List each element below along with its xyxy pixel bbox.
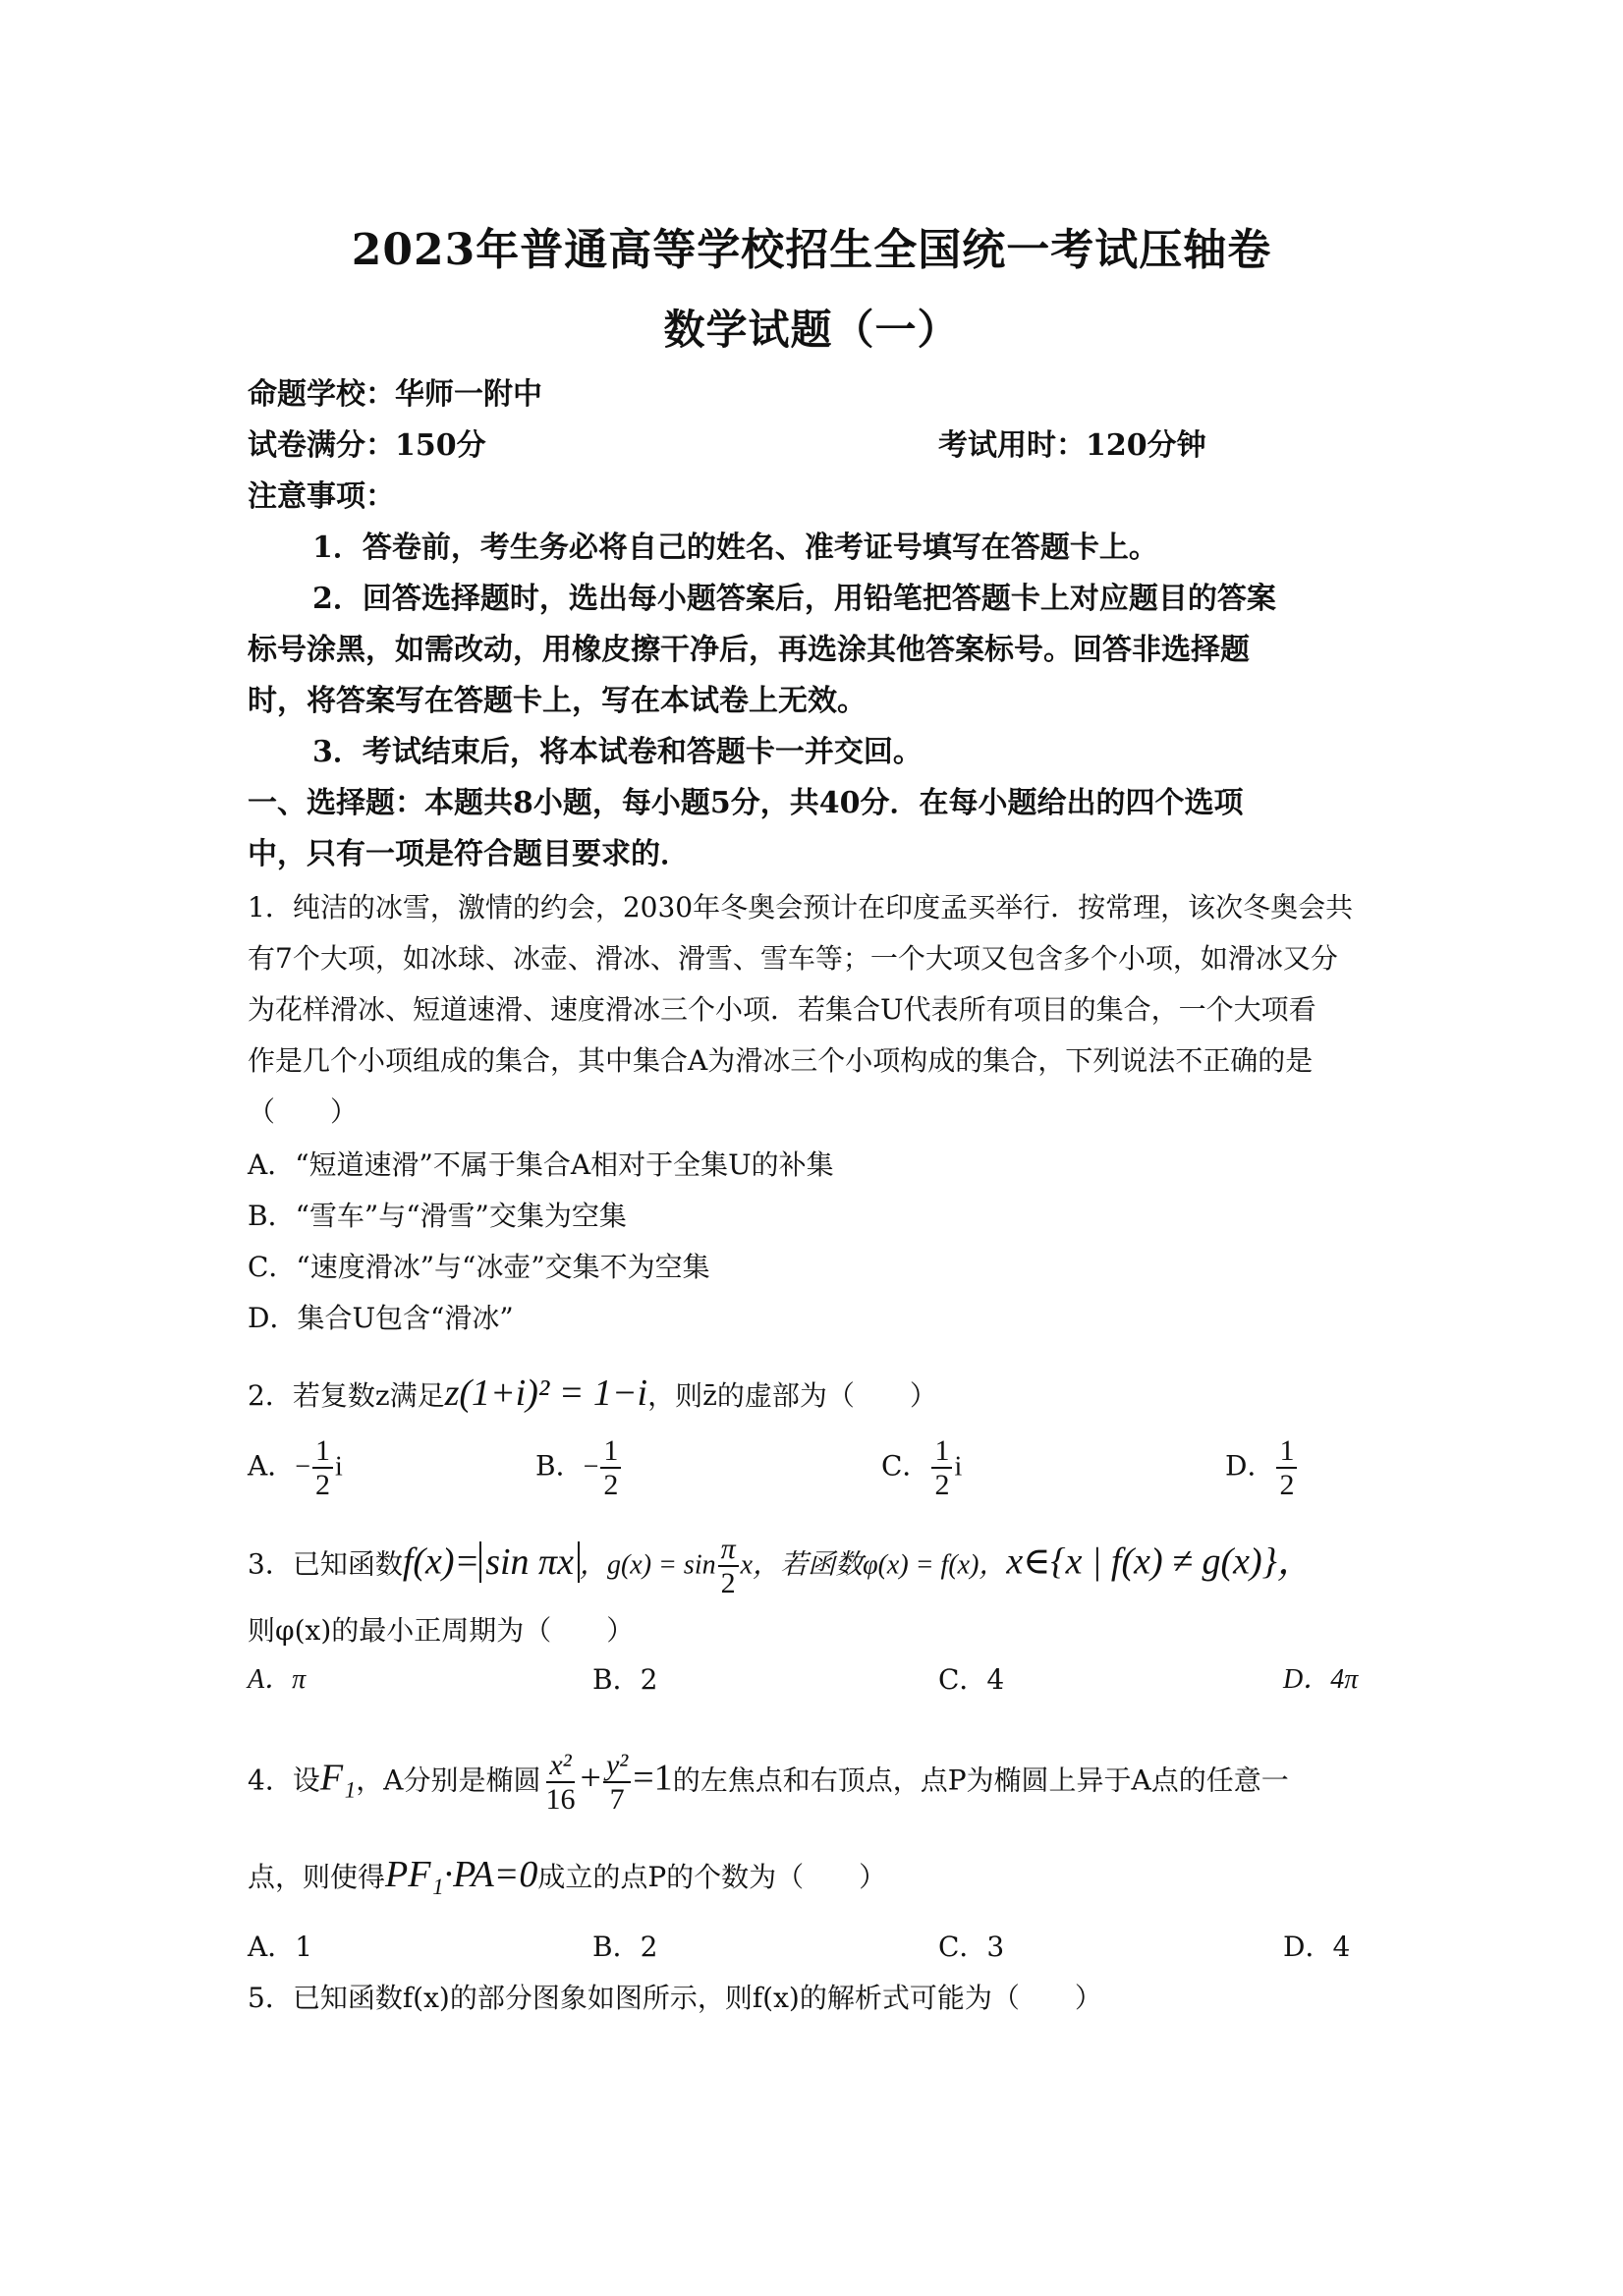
q1-option-a: A．“短道速滑”不属于集合A相对于全集U的补集 [248, 1148, 834, 1181]
q3-g-fraction [718, 1533, 739, 1599]
q1-option-c: C．“速度滑冰”与“冰壶”交集不为空集 [248, 1251, 710, 1283]
q3-g-den: 2 [720, 1567, 736, 1599]
q3-prefix: 3．已知函数 [248, 1547, 403, 1581]
q2-option-b [535, 1434, 623, 1501]
q2-stem [248, 1373, 1387, 1416]
q4-stem [248, 1749, 1387, 1816]
q3-option-d: D．4π [1283, 1664, 1359, 1695]
q2-option-d [1225, 1434, 1299, 1501]
q2-b-label: B． [535, 1449, 584, 1483]
q3-f-lhs: f(x)= [402, 1540, 480, 1583]
q4-plus: + [580, 1757, 601, 1799]
notice-title: 注意事项： [248, 479, 395, 514]
q3-option-a: A．π [248, 1664, 307, 1695]
q3-g-num: π [718, 1533, 739, 1567]
q4-option-c: C．3 [938, 1931, 1005, 1963]
q4-suffix: 的左焦点和右顶点，点P为椭圆上异于A点的任意一 [672, 1764, 1289, 1797]
q2-b-den: 2 [603, 1469, 619, 1501]
q2-c-fraction [931, 1434, 952, 1501]
q2-c-label: C． [881, 1449, 930, 1483]
q2-d-label: D． [1225, 1449, 1275, 1483]
q2-a-den: 2 [315, 1469, 331, 1501]
notice-2: 2．回答选择题时，选出每小题答案后，用铅笔把答题卡上对应题目的答案 [312, 582, 1276, 616]
q3-f-abs: sin πx [479, 1541, 580, 1583]
exam-title: 2023年普通高等学校招生全国统一考试压轴卷 [351, 225, 1272, 275]
q2-a-label: A． [248, 1449, 296, 1483]
exam-duration: 考试用时：120分钟 [938, 428, 1206, 463]
q4-y-den: 7 [609, 1783, 625, 1816]
q2-d-num: 1 [1276, 1434, 1297, 1469]
q4-option-b: B．2 [592, 1931, 658, 1963]
q1-line-4: 作是几个小项组成的集合，其中集合A为滑冰三个小项构成的集合，下列说法不正确的是 [248, 1044, 1314, 1077]
q2-option-a [248, 1434, 343, 1501]
q1-line-2: 有7个大项，如冰球、冰壶、滑冰、滑雪、雪车等；一个大项又包含多个小项，如滑冰又分 [248, 942, 1338, 975]
q3-option-c: C．4 [938, 1663, 1005, 1696]
full-score: 试卷满分：150分 [248, 428, 486, 463]
q2-d-fraction [1276, 1434, 1297, 1501]
q2-prefix: 2．若复数z满足 [248, 1379, 445, 1412]
q1-line-5: （ ） [248, 1095, 359, 1128]
q1-option-b: B．“雪车”与“滑雪”交集为空集 [248, 1200, 627, 1232]
q4-y-num: y² [603, 1749, 631, 1783]
q2-b-num: 1 [600, 1434, 621, 1469]
notice-2-cont: 标号涂黑，如需改动，用橡皮擦干净后，再选涂其他答案标号。回答非选择题 [248, 633, 1250, 667]
q4-line-2 [248, 1855, 1387, 1897]
q3-g-tail: x [740, 1549, 754, 1581]
q4-line2-post: 成立的点P的个数为（ ） [537, 1861, 887, 1893]
section-heading-cont: 中，只有一项是符合题目要求的． [248, 837, 690, 871]
q3-g-lhs: ，g(x) = sin [579, 1549, 716, 1581]
q2-b-sign: − [583, 1451, 599, 1483]
q4-option-d: D．4 [1283, 1931, 1351, 1963]
q4-x-num: x² [546, 1749, 574, 1783]
notice-3: 3．考试结束后，将本试卷和答题卡一并交回。 [312, 735, 923, 769]
q3-option-b: B．2 [592, 1663, 658, 1696]
q2-option-c [881, 1434, 962, 1501]
q3-set: x∈{x | f(x) ≠ g(x)}， [1006, 1540, 1315, 1583]
q1-line-1: 1．纯洁的冰雪，激情的约会，2030年冬奥会预计在印度孟买举行．按常理，该次冬奥会共 [248, 891, 1354, 924]
q2-b-fraction [600, 1434, 621, 1501]
q3-mid: ，若函数φ(x) = f(x)， [753, 1549, 1007, 1581]
q2-a-num: 1 [312, 1434, 333, 1469]
q3-line-2: 则φ(x)的最小正周期为（ ） [248, 1614, 635, 1647]
q4-mid1: ，A分别是椭圆 [356, 1764, 541, 1797]
q1-option-d: D．集合U包含“滑冰” [248, 1302, 514, 1334]
q2-d-den: 2 [1279, 1469, 1295, 1501]
q2-a-tail: i [335, 1451, 343, 1483]
q4-line2-pre: 点，则使得 [248, 1861, 386, 1893]
q2-c-den: 2 [934, 1469, 950, 1501]
exam-subtitle: 数学试题（一） [663, 306, 960, 354]
notice-1: 1．答卷前，考生务必将自己的姓名、准考证号填写在答题卡上。 [312, 531, 1158, 565]
q2-a-fraction [312, 1434, 333, 1501]
q4-vector-equation: PF₁·PA=0 [385, 1854, 538, 1895]
q4-x-fraction [543, 1749, 579, 1816]
q2-a-sign: − [295, 1451, 311, 1483]
q2-c-num: 1 [931, 1434, 952, 1469]
q4-y-fraction [603, 1749, 631, 1816]
q2-equation: z(1+i)² = 1−i [444, 1372, 648, 1414]
q4-f1: F₁ [319, 1757, 357, 1799]
q1-line-3: 为花样滑冰、短道速滑、速度滑冰三个小项．若集合U代表所有项目的集合，一个大项看 [248, 993, 1316, 1026]
q4-x-den: 16 [545, 1783, 576, 1816]
q4-prefix: 4．设 [248, 1764, 320, 1797]
school-line: 命题学校：华师一附中 [248, 377, 542, 412]
q3-stem [248, 1533, 1387, 1599]
section-heading: 一、选择题：本题共8小题，每小题5分，共40分．在每小题给出的四个选项 [248, 786, 1244, 820]
q5-stem: 5．已知函数f(x)的部分图象如图所示，则f(x)的解析式可能为（ ） [248, 1982, 1102, 2014]
q2-c-tail: i [954, 1451, 963, 1483]
notice-2-end: 时，将答案写在答题卡上，写在本试卷上无效。 [248, 684, 867, 718]
q2-suffix: ，则z̄的虚部为（ ） [647, 1379, 937, 1412]
q4-eq: =1 [633, 1757, 673, 1799]
q4-option-a: A．1 [248, 1931, 313, 1963]
